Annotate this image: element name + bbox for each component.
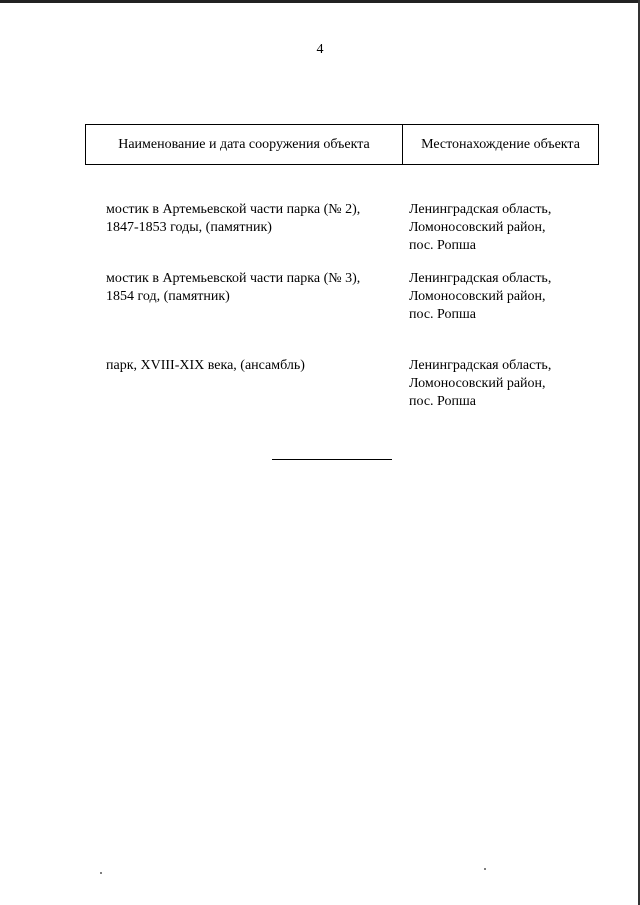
- object-location-line: пос. Ропша: [409, 307, 476, 322]
- table-header: [85, 124, 599, 165]
- page-number: 4: [316, 42, 324, 57]
- scan-speck: [100, 872, 102, 874]
- object-location-line: Ленинградская область,: [409, 358, 552, 373]
- object-name-line: мостик в Артемьевской части парка (№ 2),: [106, 202, 361, 217]
- column-header-location: Местонахождение объекта: [421, 136, 580, 152]
- object-location-line: Ленинградская область,: [409, 271, 552, 286]
- object-name: [106, 201, 396, 237]
- object-name-line: 1847-1853 годы, (памятник): [106, 220, 272, 235]
- object-location-line: Ломоносовский район,: [409, 376, 546, 391]
- object-location-line: пос. Ропша: [409, 238, 476, 253]
- object-name: [106, 270, 396, 306]
- object-location-line: пос. Ропша: [409, 394, 476, 409]
- scan-speck: [484, 868, 486, 870]
- object-location-line: Ломоносовский район,: [409, 220, 546, 235]
- end-separator-line: [272, 459, 392, 460]
- scan-edge-top: [0, 0, 640, 3]
- column-header-name: Наименование и дата сооружения объекта: [86, 125, 403, 164]
- object-location: [409, 270, 609, 324]
- object-location-line: Ломоносовский район,: [409, 289, 546, 304]
- object-location: [409, 201, 609, 255]
- object-name-line: 1854 год, (памятник): [106, 289, 230, 304]
- object-location-line: Ленинградская область,: [409, 202, 552, 217]
- object-name: [106, 357, 396, 375]
- object-name-line: мостик в Артемьевской части парка (№ 3),: [106, 271, 361, 286]
- object-location: [409, 357, 609, 411]
- object-name-line: парк, XVIII-XIX века, (ансамбль): [106, 358, 305, 373]
